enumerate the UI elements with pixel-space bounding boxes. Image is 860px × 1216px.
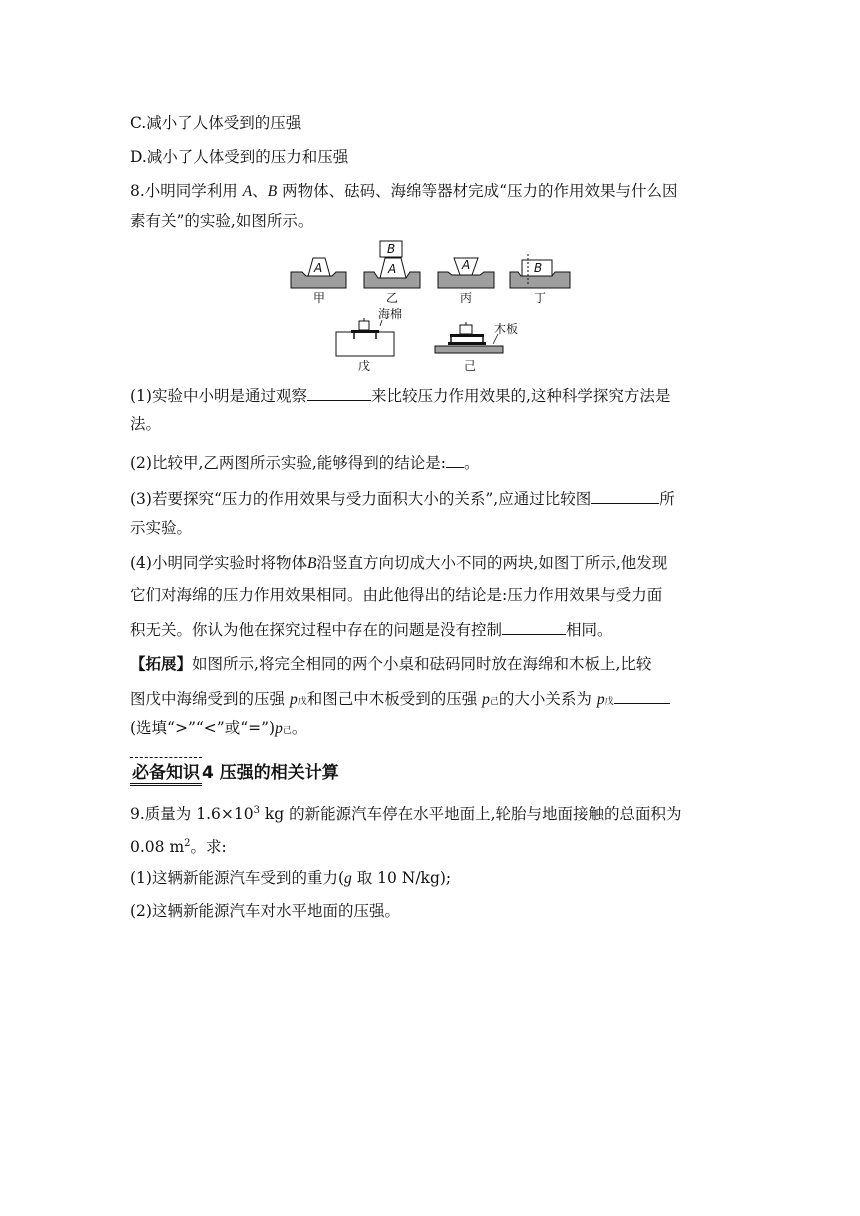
sub-question-4-cont2: 积无关。你认为他在探究过程中存在的问题是没有控制 相同。 bbox=[130, 618, 613, 640]
section-heading bbox=[130, 757, 339, 786]
fig-board-label: 木板 bbox=[494, 322, 519, 336]
fig-yi bbox=[364, 241, 420, 305]
sub-question-4: (4)小明同学实验时将物体B沿竖直方向切成大小不同的两块,如图丁所示,他发现 bbox=[130, 554, 668, 572]
question-9-line1: 9.质量为 $1.6\times 10^3$ kg 的新能源汽车停在水平地面上,轮胎与地面接触的总面积为 bbox=[130, 805, 682, 824]
section-badge: 必备知识 bbox=[130, 757, 202, 786]
fig-label-b2: B bbox=[534, 261, 543, 275]
sub-question-1-cont: 法。 bbox=[130, 415, 162, 433]
question-9-sub1: (1)这辆新能源汽车受到的重力(g 取 10 N/kg); bbox=[130, 869, 452, 887]
extension-line3: (选填“>”“<”或“=”)p己。 bbox=[130, 719, 308, 737]
fig-caption-ding: 丁 bbox=[534, 291, 547, 305]
question-8-line1: 8.小明同学利用 A、B 两物体、砝码、海绵等器材完成“压力的作用效果与什么因 bbox=[130, 182, 678, 200]
fig-ji bbox=[435, 321, 518, 373]
answer-blank-5[interactable] bbox=[614, 687, 670, 704]
fig-caption-ji: 己 bbox=[464, 359, 477, 373]
extension-line2: 图戊中海绵受到的压强 p戊和图己中木板受到的压强 p己的大小关系为 p戊 bbox=[130, 687, 670, 712]
answer-blank-2[interactable] bbox=[446, 451, 464, 468]
question-9-line2: 0.08 $m^2$。求: bbox=[130, 838, 227, 857]
fig-ding bbox=[510, 254, 570, 305]
fig-sponge-label: 海棉 bbox=[378, 307, 403, 321]
answer-blank-1[interactable] bbox=[307, 384, 371, 401]
fig-wu bbox=[336, 306, 402, 373]
question-9-sub2: (2)这辆新能源汽车对水平地面的压强。 bbox=[130, 902, 400, 920]
section-title: 压强的相关计算 bbox=[219, 763, 339, 783]
sub-question-4-cont1: 它们对海绵的压力作用效果相同。由此他得出的结论是:压力作用效果与受力面 bbox=[130, 586, 663, 604]
fig-caption-bing: 丙 bbox=[460, 291, 473, 305]
section-number: 4 bbox=[202, 763, 214, 783]
answer-blank-4[interactable] bbox=[502, 618, 566, 635]
fig-label-b: B bbox=[387, 242, 396, 256]
option-d: D.减小了人体受到的压力和压强 bbox=[130, 148, 349, 166]
fig-caption-yi: 乙 bbox=[386, 291, 399, 305]
experiment-figure bbox=[288, 238, 578, 376]
fig-label-a: A bbox=[314, 261, 323, 275]
fig-bing bbox=[438, 258, 494, 305]
fig-caption-wu: 戊 bbox=[358, 359, 371, 373]
fig-label-a3: A bbox=[462, 258, 471, 272]
option-c: C.减小了人体受到的压强 bbox=[130, 114, 302, 132]
answer-blank-3[interactable] bbox=[591, 487, 659, 504]
fig-caption-jia: 甲 bbox=[313, 291, 326, 305]
sub-question-2: (2)比较甲,乙两图所示实验,能够得到的结论是: 。 bbox=[130, 451, 480, 473]
fig-jia bbox=[291, 258, 346, 305]
sub-question-3: (3)若要探究“压力的作用效果与受力面积大小的关系”,应通过比较图 所 bbox=[130, 487, 675, 509]
sub-question-1: (1)实验中小明是通过观察 来比较压力作用效果的,这种科学探究方法是 bbox=[130, 384, 670, 406]
sub-question-3-cont: 示实验。 bbox=[130, 519, 193, 537]
fig-label-a2: A bbox=[388, 262, 397, 276]
extension-line1: 【拓展】如图所示,将完全相同的两个小桌和砝码同时放在海绵和木板上,比较 bbox=[130, 654, 652, 673]
question-8-line2: 素有关”的实验,如图所示。 bbox=[130, 212, 314, 230]
